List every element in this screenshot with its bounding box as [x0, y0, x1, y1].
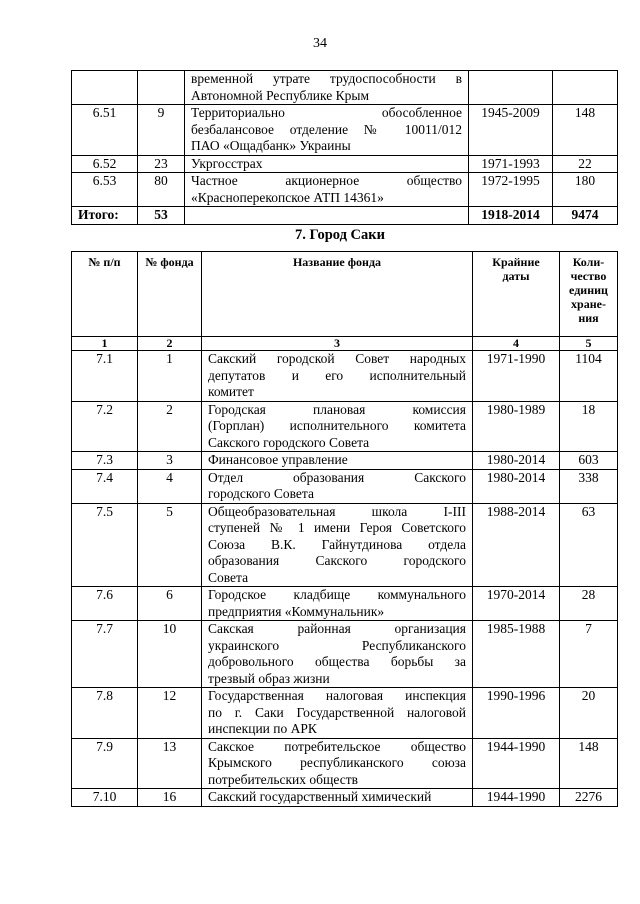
- dates-cell: 1988-2014: [473, 503, 560, 587]
- fond-name-cell: [202, 789, 473, 807]
- fond-name-line: безбалансовое отделение № 10011/012: [191, 121, 462, 137]
- fond-name-cell: [185, 71, 469, 105]
- fond-name-line: Городское кладбище коммунального: [208, 587, 466, 602]
- table-row: [72, 587, 618, 621]
- header-count: [560, 252, 618, 337]
- fond-number-cell: 3: [138, 452, 202, 470]
- fond-name-line: (Горплан) исполнительного комитета: [208, 418, 466, 433]
- fond-name-line: добровольного общества борьбы за: [208, 654, 466, 669]
- fond-number-cell: 9: [138, 105, 185, 156]
- fond-name-line: Сакский городской Совет народных: [208, 351, 466, 366]
- fond-name-line: предприятия «Коммунальник»: [208, 603, 385, 619]
- top-table: [71, 70, 618, 225]
- dates-cell: 1980-2014: [473, 469, 560, 503]
- table-row: [72, 469, 618, 503]
- fond-name-cell: [202, 621, 473, 688]
- count-cell: 22: [553, 155, 618, 173]
- column-number-row: [72, 337, 618, 351]
- dates-cell: 1971-1993: [469, 155, 553, 173]
- total-fond: 53: [138, 207, 185, 225]
- row-number-cell: 6.53: [72, 173, 138, 207]
- count-cell: 180: [553, 173, 618, 207]
- header-count-line: ния: [578, 311, 599, 325]
- fond-name-line: образования Сакского городского: [208, 553, 466, 568]
- total-row: [72, 207, 618, 225]
- row-number-cell: 7.7: [72, 621, 138, 688]
- col-number-4: 4: [473, 337, 560, 351]
- table-row: [72, 688, 618, 739]
- fond-name-line: инспекции по АРК: [208, 721, 317, 736]
- count-cell: 603: [560, 452, 618, 470]
- dates-cell: 1980-2014: [473, 452, 560, 470]
- table-row: [72, 71, 618, 105]
- fond-name-line: Сакского городского Совета: [208, 434, 370, 450]
- header-count-line: чество: [570, 269, 607, 283]
- fond-name-line: Сакское потребительское общество: [208, 738, 466, 754]
- dates-cell: 1970-2014: [473, 587, 560, 621]
- fond-name-line: комитет: [208, 384, 254, 399]
- dates-cell: 1944-1990: [473, 789, 560, 807]
- fond-number-cell: 13: [138, 738, 202, 789]
- fond-number-cell: 5: [138, 503, 202, 587]
- main-table: [71, 251, 618, 807]
- fond-name-cell: [202, 401, 473, 452]
- header-fond: № фонда: [138, 252, 202, 337]
- count-cell: 148: [560, 738, 618, 789]
- count-cell: 148: [553, 105, 618, 156]
- col-number-5: 5: [560, 337, 618, 351]
- count-cell: 20: [560, 688, 618, 739]
- fond-name-line: Финансовое управление: [208, 452, 348, 467]
- total-label: Итого:: [72, 207, 138, 225]
- col-number-3: 3: [202, 337, 473, 351]
- fond-number-cell: 10: [138, 621, 202, 688]
- row-number-cell: 7.8: [72, 688, 138, 739]
- fond-name-line: Автономной Республике Крым: [191, 87, 369, 103]
- fond-number-cell: 16: [138, 789, 202, 807]
- dates-cell: 1944-1990: [473, 738, 560, 789]
- count-cell: 2276: [560, 789, 618, 807]
- fond-name-cell: [202, 503, 473, 587]
- dates-cell: 1945-2009: [469, 105, 553, 156]
- col-number-2: 2: [138, 337, 202, 351]
- row-number-cell: 7.2: [72, 401, 138, 452]
- dates-cell: 1985-1988: [473, 621, 560, 688]
- fond-name-line: по г. Саки Государственной налоговой: [208, 704, 466, 720]
- fond-name-cell: [202, 738, 473, 789]
- page-number: 34: [313, 36, 327, 51]
- count-cell: 7: [560, 621, 618, 688]
- count-cell: 63: [560, 503, 618, 587]
- fond-number-cell: 4: [138, 469, 202, 503]
- table-row: [72, 351, 618, 402]
- fond-name-cell: [202, 469, 473, 503]
- count-cell: 338: [560, 469, 618, 503]
- fond-name-line: Государственная налоговая инспекция: [208, 688, 466, 703]
- header-count-line: хране-: [571, 297, 606, 311]
- fond-name-line: временной утрате трудоспособности в: [191, 71, 462, 86]
- fond-number-cell: 1: [138, 351, 202, 402]
- total-spacer: [185, 207, 469, 225]
- fond-name-line: Городская плановая комиссия: [208, 401, 466, 417]
- fond-name-line: городского Совета: [208, 486, 314, 501]
- fond-name-line: Союза В.К. Гайнутдинова отдела: [208, 536, 466, 552]
- table-row: [72, 173, 618, 207]
- count-cell: 28: [560, 587, 618, 621]
- fond-name-line: ПАО «Ощадбанк» Украины: [191, 138, 351, 153]
- fond-name-line: Общеобразовательная школа I-III: [208, 503, 466, 519]
- fond-number-cell: 2: [138, 401, 202, 452]
- table-row: [72, 621, 618, 688]
- table-row: [72, 789, 618, 807]
- table-row: [72, 401, 618, 452]
- header-count-line: Коли-: [572, 255, 605, 269]
- fond-name-cell: [185, 173, 469, 207]
- fond-name-cell: [202, 587, 473, 621]
- count-cell: 18: [560, 401, 618, 452]
- fond-name-cell: [185, 105, 469, 156]
- dates-cell: [469, 71, 553, 105]
- col-number-1: 1: [72, 337, 138, 351]
- fond-name-line: ступеней № 1 имени Героя Советского: [208, 520, 466, 535]
- fond-number-cell: 12: [138, 688, 202, 739]
- row-number-cell: 7.4: [72, 469, 138, 503]
- table-row: [72, 452, 618, 470]
- row-number-cell: 7.1: [72, 351, 138, 402]
- fond-name-line: Совета: [208, 569, 249, 585]
- fond-name-line: Частное акционерное общество: [191, 173, 462, 188]
- fond-name-line: трезвый образ жизни: [208, 670, 330, 686]
- fond-number-cell: 23: [138, 155, 185, 173]
- table-row: [72, 155, 618, 173]
- fond-number-cell: [138, 71, 185, 105]
- row-number-cell: 6.51: [72, 105, 138, 156]
- fond-name-cell: [185, 155, 469, 173]
- count-cell: [553, 71, 618, 105]
- dates-cell: 1972-1995: [469, 173, 553, 207]
- fond-name-line: Укргосстрах: [191, 155, 263, 171]
- table-row: [72, 105, 618, 156]
- header-row: [72, 252, 618, 337]
- row-number-cell: [72, 71, 138, 105]
- dates-cell: 1980-1989: [473, 401, 560, 452]
- header-count-line: единиц: [569, 283, 608, 297]
- fond-name-line: Сакский государственный химический: [208, 789, 432, 804]
- row-number-cell: 7.5: [72, 503, 138, 587]
- section-title: 7. Город Саки: [295, 227, 385, 243]
- table-row: [72, 738, 618, 789]
- total-count: 9474: [553, 207, 618, 225]
- fond-number-cell: 80: [138, 173, 185, 207]
- fond-number-cell: 6: [138, 587, 202, 621]
- count-cell: 1104: [560, 351, 618, 402]
- row-number-cell: 7.6: [72, 587, 138, 621]
- dates-cell: 1971-1990: [473, 351, 560, 402]
- fond-name-cell: [202, 351, 473, 402]
- fond-name-cell: [202, 452, 473, 470]
- total-dates: 1918-2014: [469, 207, 553, 225]
- table-row: [72, 503, 618, 587]
- fond-name-line: Отдел образования Сакского: [208, 469, 466, 485]
- fond-name-line: потребительских обществ: [208, 771, 358, 787]
- fond-name-line: «Красноперекопское АТП 14361»: [191, 189, 384, 205]
- dates-cell: 1990-1996: [473, 688, 560, 739]
- fond-name-line: депутатов и его исполнительный: [208, 367, 466, 383]
- row-number-cell: 7.3: [72, 452, 138, 470]
- row-number-cell: 6.52: [72, 155, 138, 173]
- fond-name-line: Территориально обособленное: [191, 105, 462, 120]
- header-dates: Крайние даты: [473, 252, 560, 337]
- fond-name-cell: [202, 688, 473, 739]
- header-num: № п/п: [72, 252, 138, 337]
- fond-name-line: украинского Республиканского: [208, 637, 466, 653]
- fond-name-line: Крымского республиканского союза: [208, 755, 466, 770]
- fond-name-line: Сакская районная организация: [208, 621, 466, 636]
- row-number-cell: 7.9: [72, 738, 138, 789]
- row-number-cell: 7.10: [72, 789, 138, 807]
- header-name: Название фонда: [202, 252, 473, 337]
